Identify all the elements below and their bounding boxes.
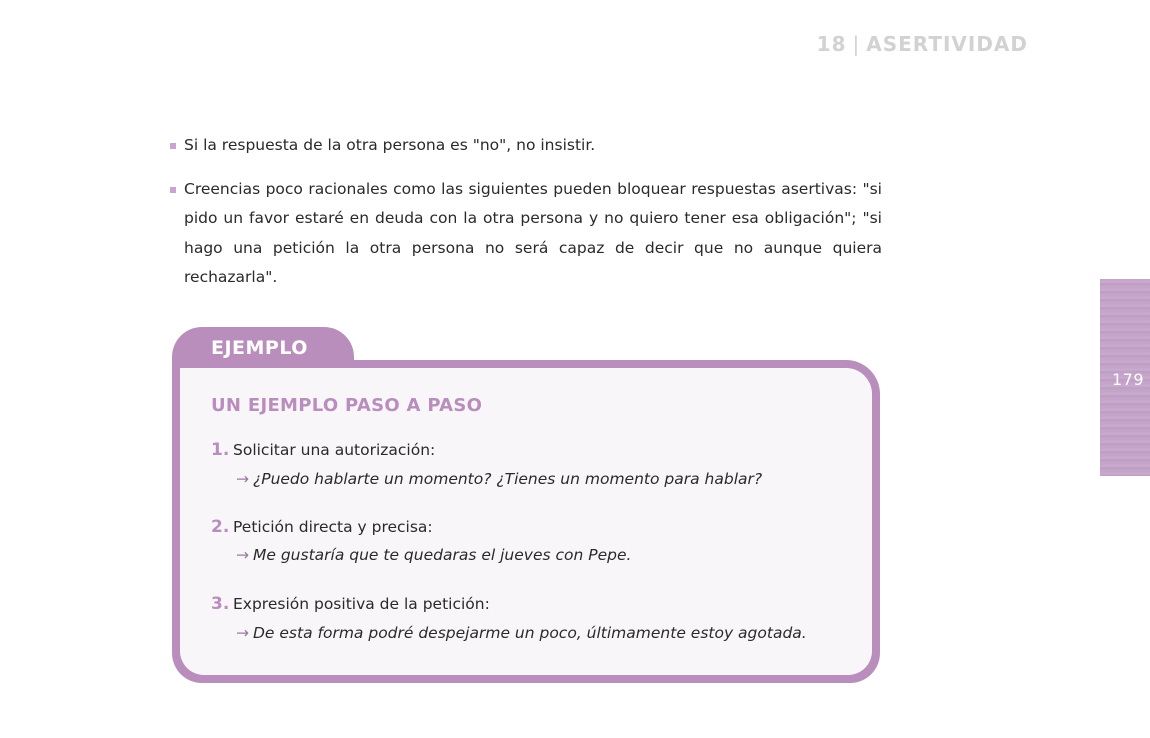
step-item xyxy=(211,440,435,460)
step-number: 1. xyxy=(211,440,230,460)
example-tab-label: EJEMPLO xyxy=(211,337,308,359)
list-item-text: Creencias poco racionales como las siguientes pueden bloquear respuestas asertivas: "si pido un favor estaré en deuda con la otra persona y no quiero tener esa obligación"; "si hago una petición la otra persona no será capaz de decir que no aunque quiera rechazarla". xyxy=(184,179,882,286)
step-item xyxy=(211,594,490,614)
step-title: Solicitar una autorización: xyxy=(233,441,436,459)
step-detail-text: De esta forma podré despejarme un poco, últimamente estoy agotada. xyxy=(253,624,807,642)
chapter-title: ASERTIVIDAD xyxy=(866,32,1028,56)
square-bullet-icon xyxy=(170,187,176,193)
bullet-list xyxy=(168,131,882,307)
step-title: Expresión positiva de la petición: xyxy=(233,595,490,613)
list-item xyxy=(168,131,882,161)
example-heading: UN EJEMPLO PASO A PASO xyxy=(211,395,483,416)
step-number: 2. xyxy=(211,517,230,537)
arrow-right-icon: → xyxy=(236,470,249,488)
step-detail xyxy=(236,546,631,564)
header-separator: | xyxy=(852,32,861,56)
list-item-text: Si la respuesta de la otra persona es "no", no insistir. xyxy=(184,136,596,154)
step-title: Petición directa y precisa: xyxy=(233,518,433,536)
page-number: 179 xyxy=(1111,370,1145,389)
arrow-right-icon: → xyxy=(236,624,249,642)
square-bullet-icon xyxy=(170,143,176,149)
step-number: 3. xyxy=(211,594,230,614)
step-detail xyxy=(236,624,807,642)
step-detail-text: ¿Puedo hablarte un momento? ¿Tienes un momento para hablar? xyxy=(253,470,763,488)
step-item xyxy=(211,517,433,537)
arrow-right-icon: → xyxy=(236,546,249,564)
list-item xyxy=(168,175,882,293)
step-detail xyxy=(236,470,762,488)
step-detail-text: Me gustaría que te quedaras el jueves con Pepe. xyxy=(253,546,632,564)
running-header xyxy=(800,32,1028,56)
chapter-number: 18 xyxy=(816,32,847,56)
